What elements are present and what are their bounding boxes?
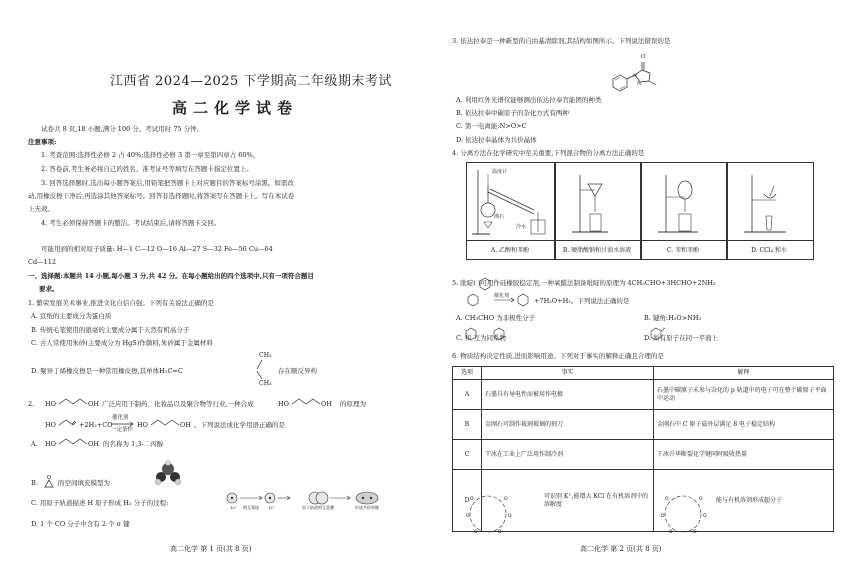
q6-row-c-fact: 干冰在工业上广泛用作制冷剂 xyxy=(482,440,654,470)
q2-oh-4: OH xyxy=(180,421,191,429)
q3-option-d: D. 依达拉奉晶体为共价晶体 xyxy=(456,136,537,144)
q5-option-a: A. CH₃CHO 为非极性分子 xyxy=(456,314,536,322)
q2-ho-4: HO xyxy=(137,421,148,429)
svg-text:O: O xyxy=(504,497,508,502)
boiling-chips-label: 沸石 xyxy=(494,214,505,220)
atomic-mass-line: 可能用到的相对原子质量: H—1 C—12 O—16 Al—27 S—32 Fe—56 Cu—64 xyxy=(41,245,273,253)
q2-oh-2: OH xyxy=(321,400,332,408)
q1-option-b: B. 传统毛笔使用的狼毫的主要成分属于天然有机高分子 xyxy=(31,326,190,334)
atomic-mass-line-2: Cd—112 xyxy=(28,258,57,266)
q2-option-b-label: B. xyxy=(31,479,38,487)
q1-option-c: C. 古人常使用朱砂(主要成分为 HgS)作颜料,朱砂属于金属材料 xyxy=(31,339,213,347)
q2-option-a-ho: HO xyxy=(45,440,56,448)
notice-1: 1. 考查范围:选择性必修 2 占 40%;选择性必修 3 第一章至第四章占 60%。 xyxy=(41,151,260,159)
svg-text:O: O xyxy=(693,530,697,535)
table-row xyxy=(453,380,834,410)
q2-ho-1: HO xyxy=(45,400,56,408)
q1-d-ch3-top: CH₃ xyxy=(259,352,272,359)
h2-label-1s-a: 1s¹ xyxy=(230,505,237,510)
svg-text:O: O xyxy=(669,530,673,535)
q2-condition-label: 一定条件 xyxy=(111,427,134,433)
q6-row-a-explanation: 石墨中碳原子未参与杂化的 p 轨道中的电子可在整个碳原子平面中运动 xyxy=(654,380,834,410)
q2-text-2: 的原理为 xyxy=(340,400,366,408)
q1-stem: 1. 繁荣发展美术事业,推进文化自信自强。下列有关说法正确的是 xyxy=(28,299,214,307)
q2-option-a-label: A. xyxy=(31,440,38,448)
q3-option-c: C. 第一电离能:N>O>C xyxy=(456,122,527,130)
svg-text:O: O xyxy=(665,497,669,502)
q1-d-ch3-bottom: CH₃ xyxy=(259,380,272,387)
table-row xyxy=(453,470,834,532)
h2-label-bond: 形成共价单键 xyxy=(355,505,379,510)
q2-oh-1: OH xyxy=(88,400,99,408)
q6-row-c-option: C xyxy=(453,440,482,470)
notice-3: 3. 回答选择题时,选出每小题答案后,用铅笔把答题卡上对应题目的答案标号涂黑。如需改 xyxy=(41,179,294,187)
q2-option-c-text: C. 用原子轨道描述 H 原子形成 H₂ 分子的过程: xyxy=(31,499,169,507)
q5-option-b: B. 键角:H₂O>NH₃ xyxy=(644,314,702,322)
q6-row-d-option: D xyxy=(453,470,482,532)
q6-table xyxy=(452,366,834,532)
q5-option-c: C. 和 互为同系物 xyxy=(456,334,506,342)
q2-option-a-oh: OH xyxy=(88,440,99,448)
subject-title: 高二化学试卷 xyxy=(172,99,299,117)
notice-2: 2. 答卷前,考生务必将自己的姓名、准考证号等填写在答题卡指定位置上。 xyxy=(41,165,253,173)
exam-title: 江西省 2024—2025 下学期高二年级期末考试 xyxy=(110,74,392,89)
q3-option-a: A. 利用红外光谱仪能够测出依达拉奉官能团的种类 xyxy=(456,96,602,104)
exam-page-2 xyxy=(430,0,860,571)
q2-option-d: D. 1 个 CO 分子中含有 2 个 σ 键 xyxy=(31,520,130,528)
q4-stem: 4. 分离方法在化学研究中至关重要,下列混合物的分离方法正确的是 xyxy=(452,149,645,157)
q6-stem: 6. 物质结构决定性质,进而影响用途。下列对于事实的解释正确且合理的是 xyxy=(452,352,664,360)
q2-option-a-text: 的名称为 1,3-二丙醇 xyxy=(103,440,164,448)
exam-intro: 试卷共 8 页,18 小题,满分 100 分。考试用时 75 分钟。 xyxy=(41,125,204,133)
q5-option-d: D. 所有原子在同一平面上 xyxy=(644,334,719,342)
q6-header-fact: 事实 xyxy=(482,367,654,380)
edaravone-n1-label: N xyxy=(633,73,638,79)
svg-text:O: O xyxy=(470,497,474,502)
notice-3-cont: 动,用橡皮擦干净后,再选涂其他答案标号。回答非选择题时,将答案写在答题卡上。写在本试卷 xyxy=(28,192,295,200)
h2-label-overlap: 原子轨道相互重叠 xyxy=(302,505,334,510)
q6-table-header-row xyxy=(453,367,834,380)
svg-text:O: O xyxy=(498,530,502,535)
h2-label-1s-b: 1s¹ xyxy=(268,505,275,510)
q4-option-a-caption: A. 乙醇和苯酚 xyxy=(490,247,530,254)
q6-row-d-fact: 可识别 K⁺,能增大 KCl 在有机溶剂中的溶解度 xyxy=(482,470,654,532)
q6-row-a-fact: 石墨具有导电性而被用作电极 xyxy=(482,380,654,410)
notice-heading: 注意事项: xyxy=(28,138,57,146)
table-row xyxy=(453,440,834,470)
q3-stem: 3. 依达拉奉是一种新型的自由基清除剂,其结构如图所示。下列说法错误的是 xyxy=(452,37,671,45)
thermometer-label: 温度计 xyxy=(492,169,508,175)
q2-ho-3: HO xyxy=(45,421,56,429)
q2-text-1: 广泛应用于制药、化妆品以及聚合物等行业,一种合成 xyxy=(102,400,254,408)
notice-4: 4. 考生必须保持答题卡的整洁。考试结束后,请将答题卡交回。 xyxy=(41,219,221,227)
svg-text:O: O xyxy=(703,514,707,519)
q2-number: 2. xyxy=(28,400,35,408)
q1-option-a: A. 宣纸的主要成分为蛋白质 xyxy=(31,312,112,320)
svg-text:O: O xyxy=(508,514,512,519)
q4-option-c-caption: C. 苯和苯酚 xyxy=(666,247,700,254)
section-1-heading: 一、选择题:本题共 14 小题,每小题 3 分,共 42 分。在每小题给出的四个选项中,只有一项符合题目 xyxy=(28,272,314,280)
q2-reagents: +2H₂+CO xyxy=(79,421,113,429)
q2-catalyst-label: 催化剂 xyxy=(112,415,129,421)
edaravone-o-label: O xyxy=(641,54,646,60)
q4-option-d-caption: D. CCl₄ 和水 xyxy=(751,247,787,254)
q3-option-b: B. 依达拉奉中碳原子的杂化方式有两种 xyxy=(456,109,569,117)
section-1-heading-cont: 要求。 xyxy=(39,285,59,293)
svg-text:O: O xyxy=(699,497,703,502)
notice-3-end: 上无效。 xyxy=(28,205,54,213)
page-footer-1: 高二化学 第 1 页(共 8 页) xyxy=(170,545,252,553)
svg-text:O: O xyxy=(474,530,478,535)
q2-ho-2: HO xyxy=(278,400,289,408)
q5-stem-cont: +7H₂O+H₂。下列说法正确的是 xyxy=(534,297,630,305)
h2-label-approach: 相互靠拢 xyxy=(243,505,259,510)
q5-stem: 5. 吡啶( )可用作硅橡胶稳定剂,一种氧醛法制备吡啶的原理为 4CH₃CHO+3HCHO+2NH₃ xyxy=(452,279,716,287)
page-footer-2: 高二化学 第 2 页(共 8 页) xyxy=(580,545,662,553)
q6-row-b-fact: 金刚石可制作裁割玻璃的刻刀 xyxy=(482,410,654,440)
q6-row-c-explanation: 干冰升华断裂化学键同时吸收热量 xyxy=(654,440,834,470)
q4-caption-divider xyxy=(466,240,813,241)
cold-water-label: 冷水 xyxy=(516,224,527,230)
q6-row-d-explanation: 能与有机溶剂形成超分子 xyxy=(654,470,834,532)
q6-header-explanation: 解释 xyxy=(654,367,834,380)
edaravone-n2-label: N xyxy=(637,81,642,87)
svg-text:O: O xyxy=(661,514,665,519)
svg-text:O: O xyxy=(47,475,51,481)
q6-row-b-explanation: 金刚石中 C 原子最外层满足 8 电子稳定结构 xyxy=(654,410,834,440)
q1-option-d: D. 聚异丁烯橡皮擦是一种常用橡皮擦,其单体H₂C=C xyxy=(31,367,183,375)
q5-catalyst-label: 催化剂 xyxy=(494,293,510,299)
svg-text:O: O xyxy=(466,514,470,519)
q6-row-b-option: B xyxy=(453,410,482,440)
q2-option-b-text: 的空间填充模型为 xyxy=(58,479,110,487)
q6-header-option: 选项 xyxy=(453,367,482,380)
q1-option-d-end: 存在顺反异构 xyxy=(278,367,317,375)
q4-option-b-caption: B. 硬脂酸钠和甘油水溶液 xyxy=(562,247,632,254)
table-row xyxy=(453,410,834,440)
q2-text-3: 。下列说法或化学用语正确的是 xyxy=(194,421,285,429)
h2-orbital-diagram xyxy=(0,0,1,1)
q6-row-a-option: A xyxy=(453,380,482,410)
